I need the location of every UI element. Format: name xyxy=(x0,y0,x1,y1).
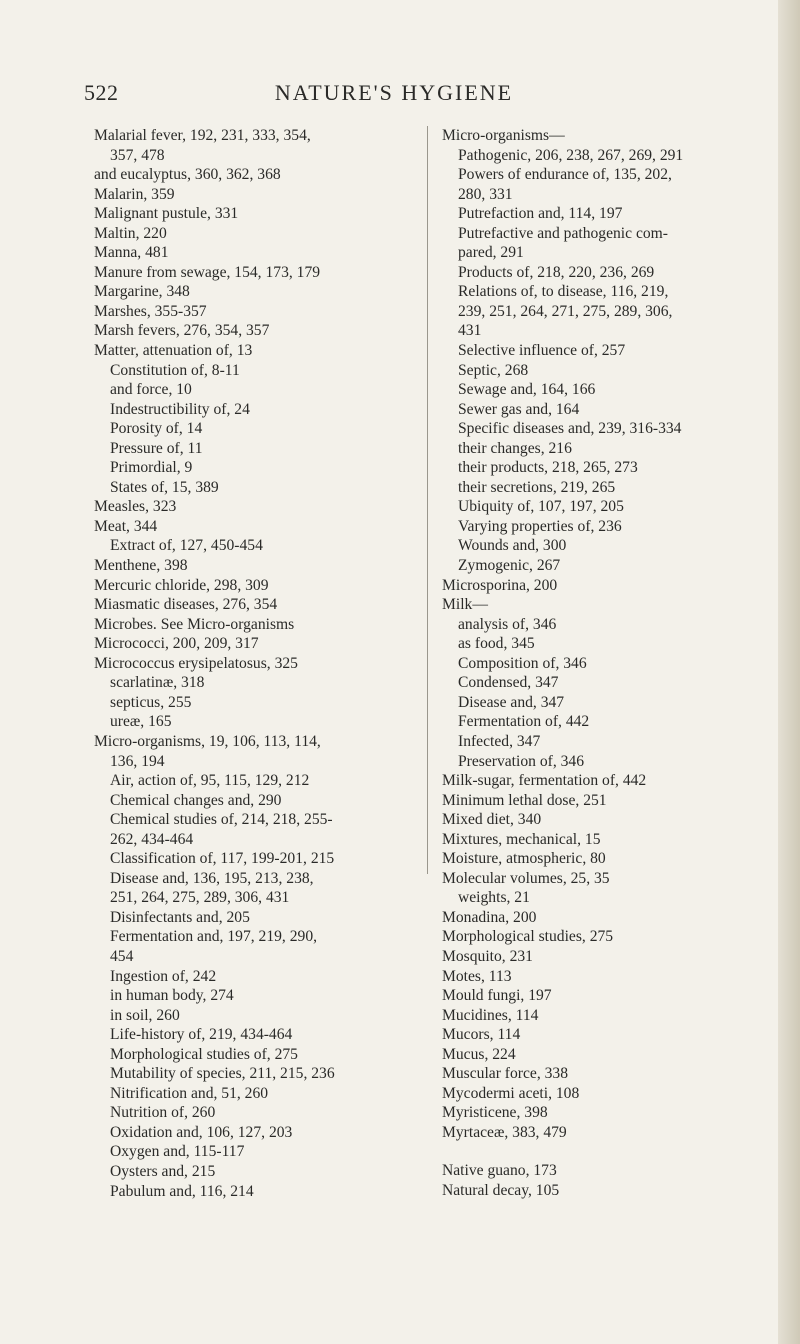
index-entry: Native guano, 173 xyxy=(442,1162,557,1180)
index-subentry: in soil, 260 xyxy=(110,1006,180,1024)
index-entry: Morphological studies, 275 xyxy=(442,928,614,946)
index-entry: Myristicene, 398 xyxy=(442,1104,548,1122)
index-subentry: Chemical studies of, 214, 218, 255- xyxy=(110,811,333,829)
index-subentry: 251, 264, 275, 289, 306, 431 xyxy=(110,889,290,907)
index-entry: and eucalyptus, 360, 362, 368 xyxy=(94,166,281,184)
index-subentry: States of, 15, 389 xyxy=(110,478,219,496)
index-subentry: Constitution of, 8-11 xyxy=(110,361,240,379)
index-subentry: Relations of, to disease, 116, 219, xyxy=(458,283,669,301)
index-subentry: Varying properties of, 236 xyxy=(458,517,622,535)
index-entry: Mixed diet, 340 xyxy=(442,811,542,829)
index-subentry: in human body, 274 xyxy=(110,987,234,1005)
index-subentry: Zymogenic, 267 xyxy=(458,557,561,575)
index-subentry: scarlatinæ, 318 xyxy=(110,674,205,692)
index-entry: Motes, 113 xyxy=(442,967,512,985)
index-subentry: Disinfectants and, 205 xyxy=(110,908,250,926)
index-subentry: Disease and, 136, 195, 213, 238, xyxy=(110,869,314,887)
page-edge-shadow xyxy=(778,0,800,1344)
index-subentry: Ubiquity of, 107, 197, 205 xyxy=(458,498,624,516)
index-subentry: their products, 218, 265, 273 xyxy=(458,459,638,477)
index-entry: Malarial fever, 192, 231, 333, 354, xyxy=(94,127,311,144)
index-entry: Milk— xyxy=(442,596,488,614)
index-entry: Micrococci, 200, 209, 317 xyxy=(94,635,259,653)
index-subentry: Septic, 268 xyxy=(458,361,529,379)
index-entry: Mycodermi aceti, 108 xyxy=(442,1084,580,1102)
index-subentry: 136, 194 xyxy=(110,752,165,770)
index-entry: Mucidines, 114 xyxy=(442,1006,539,1024)
index-entry: Menthene, 398 xyxy=(94,557,188,575)
index-entry: Monadina, 200 xyxy=(442,908,537,926)
index-entry: Meat, 344 xyxy=(94,517,158,535)
index-subentry: Condensed, 347 xyxy=(458,674,559,692)
index-subentry: Ingestion of, 242 xyxy=(110,967,217,985)
index-subentry: Sewer gas and, 164 xyxy=(458,400,580,418)
index-gap xyxy=(442,1142,772,1161)
index-subentry: Extract of, 127, 450-454 xyxy=(110,537,263,555)
running-title: NATURE'S HYGIENE xyxy=(274,80,514,105)
index-entry: Manure from sewage, 154, 173, 179 xyxy=(94,263,321,281)
index-entry: Minimum lethal dose, 251 xyxy=(442,791,607,809)
index-subentry: Selective influence of, 257 xyxy=(458,342,626,360)
index-subentry: Mutability of species, 211, 215, 236 xyxy=(110,1065,335,1083)
index-entry: Microsporina, 200 xyxy=(442,576,558,594)
index-subentry: septicus, 255 xyxy=(110,693,192,711)
index-subentry: Putrefactive and pathogenic com- xyxy=(458,224,668,242)
index-subentry: Pabulum and, 116, 214 xyxy=(110,1182,254,1200)
index-entry: Marsh fevers, 276, 354, 357 xyxy=(94,322,270,340)
index-entry: Malarin, 359 xyxy=(94,185,175,203)
index-entry: Molecular volumes, 25, 35 xyxy=(442,869,610,887)
index-subentry: Disease and, 347 xyxy=(458,693,565,711)
index-subentry: Porosity of, 14 xyxy=(110,420,203,438)
index-subentry: Composition of, 346 xyxy=(458,654,587,672)
index-subentry: 454 xyxy=(110,947,134,965)
index-subentry: Morphological studies of, 275 xyxy=(110,1045,298,1063)
index-subentry: 431 xyxy=(458,322,482,340)
index-subentry: 239, 251, 264, 271, 275, 289, 306, xyxy=(458,302,673,320)
index-subentry: Sewage and, 164, 166 xyxy=(458,381,596,399)
column-divider xyxy=(427,126,428,874)
index-subentry: Fermentation and, 197, 219, 290, xyxy=(110,928,318,946)
index-subentry: Pathogenic, 206, 238, 267, 269, 291 xyxy=(458,146,684,164)
index-subentry: Chemical changes and, 290 xyxy=(110,791,282,809)
index-subentry: 262, 434-464 xyxy=(110,830,194,848)
index-entry: Muscular force, 338 xyxy=(442,1065,569,1083)
index-entry: Mucus, 224 xyxy=(442,1045,516,1063)
index-subentry: Products of, 218, 220, 236, 269 xyxy=(458,263,655,281)
index-subentry: Oxidation and, 106, 127, 203 xyxy=(110,1123,293,1141)
index-subentry: Preservation of, 346 xyxy=(458,752,585,770)
index-entry: Micro-organisms— xyxy=(442,127,565,144)
index-subentry: pared, 291 xyxy=(458,244,524,262)
index-subentry: Pressure of, 11 xyxy=(110,439,203,457)
index-entry: Margarine, 348 xyxy=(94,283,190,301)
index-subentry: analysis of, 346 xyxy=(458,615,557,633)
index-subentry: Nitrification and, 51, 260 xyxy=(110,1084,269,1102)
index-subentry: weights, 21 xyxy=(458,889,530,907)
index-entry: Myrtaceæ, 383, 479 xyxy=(442,1123,567,1141)
index-subentry: as food, 345 xyxy=(458,635,535,653)
index-entry: Marshes, 355-357 xyxy=(94,302,207,320)
index-subentry: 357, 478 xyxy=(110,146,165,164)
index-entry: Natural decay, 105 xyxy=(442,1181,560,1199)
index-subentry: Life-history of, 219, 434-464 xyxy=(110,1026,293,1044)
index-entry: Micro-organisms, 19, 106, 113, 114, xyxy=(94,732,321,750)
index-subentry: Specific diseases and, 239, 316-334 xyxy=(458,420,682,438)
index-subentry: Putrefaction and, 114, 197 xyxy=(458,205,623,223)
index-column-left xyxy=(94,126,424,1201)
index-entry: Micrococcus erysipelatosus, 325 xyxy=(94,654,298,672)
index-entry: Manna, 481 xyxy=(94,244,169,262)
index-entry: Maltin, 220 xyxy=(94,224,167,242)
index-subentry: Oxygen and, 115-117 xyxy=(110,1143,245,1161)
index-entry: Mucors, 114 xyxy=(442,1026,521,1044)
index-subentry: Fermentation of, 442 xyxy=(458,713,590,731)
index-subentry: Wounds and, 300 xyxy=(458,537,567,555)
index-subentry: Oysters and, 215 xyxy=(110,1162,216,1180)
index-subentry: and force, 10 xyxy=(110,381,192,399)
index-entry: Measles, 323 xyxy=(94,498,177,516)
index-entry: Microbes. See Micro-organisms xyxy=(94,615,295,633)
index-subentry: Infected, 347 xyxy=(458,732,541,750)
index-entry: Moisture, atmospheric, 80 xyxy=(442,850,606,868)
index-subentry: 280, 331 xyxy=(458,185,513,203)
index-entry: Milk-sugar, fermentation of, 442 xyxy=(442,772,647,790)
index-subentry: ureæ, 165 xyxy=(110,713,172,731)
page-number: 522 xyxy=(84,80,119,105)
index-subentry: Classification of, 117, 199-201, 215 xyxy=(110,850,335,868)
index-subentry: Air, action of, 95, 115, 129, 212 xyxy=(110,772,310,790)
index-subentry: Primordial, 9 xyxy=(110,459,193,477)
index-entry: Malignant pustule, 331 xyxy=(94,205,239,223)
index-subentry: Indestructibility of, 24 xyxy=(110,400,250,418)
index-entry: Matter, attenuation of, 13 xyxy=(94,342,253,360)
index-entry: Mixtures, mechanical, 15 xyxy=(442,830,601,848)
index-entry: Mercuric chloride, 298, 309 xyxy=(94,576,269,594)
index-subentry: their changes, 216 xyxy=(458,439,572,457)
index-subentry: Nutrition of, 260 xyxy=(110,1104,216,1122)
index-subentry: Powers of endurance of, 135, 202, xyxy=(458,166,672,184)
index-entry: Miasmatic diseases, 276, 354 xyxy=(94,596,278,614)
index-entry: Mould fungi, 197 xyxy=(442,987,552,1005)
index-subentry: their secretions, 219, 265 xyxy=(458,478,616,496)
index-column-right xyxy=(442,126,772,1201)
index-entry: Mosquito, 231 xyxy=(442,947,533,965)
